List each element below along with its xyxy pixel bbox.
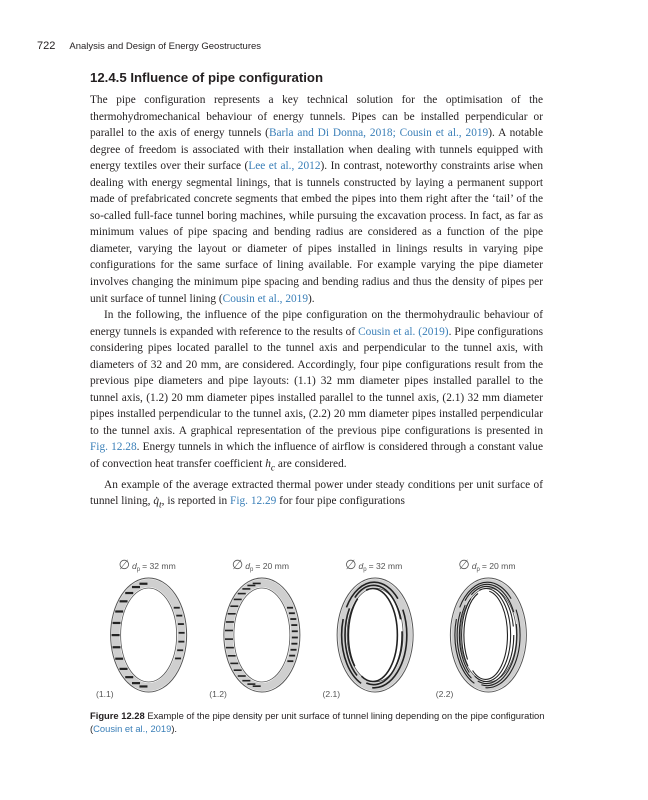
body-text <box>90 92 543 514</box>
paragraph-2-text-d: are considered. <box>275 458 347 471</box>
pipe <box>238 593 246 595</box>
pipe <box>230 663 238 665</box>
pipe <box>289 612 295 614</box>
pipe <box>139 583 147 585</box>
pipe <box>238 675 246 677</box>
pipe <box>226 621 234 623</box>
pipe <box>234 599 242 601</box>
citation-link-barla-cousin[interactable]: Barla and Di Donna, 2018; Cousin et al., 2019 <box>268 127 489 140</box>
pipe <box>291 643 297 645</box>
pipe <box>179 632 185 634</box>
paragraph-3 <box>90 477 543 514</box>
pipe <box>125 592 133 594</box>
pipe <box>230 605 238 607</box>
pipe <box>287 660 293 662</box>
pipe <box>132 682 140 684</box>
symbol-h-subscript: c <box>270 463 276 474</box>
symbol-q: q̇ <box>153 495 160 508</box>
figure-panel <box>436 557 527 699</box>
paragraph-3-text-c: for four pipe configurations <box>276 495 405 508</box>
pipe <box>292 637 298 639</box>
citation-link-cousin[interactable]: Cousin et al., 2019 <box>222 292 309 305</box>
figure-12-28 <box>90 548 543 706</box>
pipe-configuration-figure <box>90 548 543 706</box>
pipe <box>175 658 181 660</box>
caption-end: ). <box>171 722 178 734</box>
panel-label: (2.1) <box>322 689 341 699</box>
pipe <box>292 630 298 632</box>
lining-inner-edge <box>121 588 177 682</box>
figure-link-12-28[interactable]: Fig. 12.28 <box>90 441 137 454</box>
page-number: 722 <box>37 40 56 52</box>
paragraph-3-text-b: , is reported in <box>161 495 231 508</box>
pipe <box>253 685 261 687</box>
pipe <box>125 676 133 678</box>
pipe <box>226 647 234 649</box>
pipe <box>247 585 255 587</box>
pipe <box>253 583 261 585</box>
panel-label: (2.2) <box>435 689 454 699</box>
paragraph-1 <box>90 92 543 307</box>
pipe <box>228 613 236 615</box>
citation-link-cousin-2019[interactable]: Cousin et al. (2019) <box>358 325 449 338</box>
section-title: 12.4.5 Influence of pipe configuration <box>90 70 324 85</box>
pipe <box>287 607 293 609</box>
paragraph-1-text-b: ). A notable degree of freedom is associated with their installation when dealing with tunnels equipped with energy textiles over their surface ( <box>90 127 543 173</box>
caption-label: Figure 12.28 <box>90 710 145 721</box>
pipe <box>225 630 233 632</box>
panel-label: (1.1) <box>96 689 114 699</box>
diameter-label: ∅ $d_p = 32$ mm <box>118 557 176 573</box>
figure-caption <box>90 710 545 735</box>
figure-link-12-29[interactable]: Fig. 12.29 <box>230 495 277 508</box>
caption-citation-link[interactable]: Cousin et al., 2019 <box>93 722 172 734</box>
symbol-h: h <box>265 458 271 471</box>
pipe <box>290 649 296 651</box>
running-header <box>37 40 261 52</box>
pipe <box>115 658 123 660</box>
diameter-label: ∅ $d_p = 20$ mm <box>458 557 516 573</box>
pipe <box>289 655 295 657</box>
pipe <box>120 600 128 602</box>
pipe <box>178 641 184 643</box>
paragraph-2-text-a: In the following, the influence of the pipe configuration on the thermohydraulic behaviour of energy tunnels is expanded with reference to the results of <box>90 309 543 338</box>
pipe <box>242 680 250 682</box>
paragraph-2-text-c: . Energy tunnels in which the influence of airflow is considered through a constant value of convection heat transfer coefficient <box>90 441 543 471</box>
pipe <box>247 683 255 685</box>
citation-link-lee[interactable]: Lee et al., 2012 <box>248 160 321 173</box>
pipe <box>132 586 140 588</box>
figure-panel <box>323 557 414 699</box>
pipe <box>225 638 233 640</box>
pipe <box>113 646 121 648</box>
caption-text: Example of the pipe density per unit surface of tunnel lining depending on the pipe configuration ( <box>90 710 545 734</box>
paragraph-2 <box>90 307 543 477</box>
figure-panel <box>209 557 300 699</box>
pipe <box>242 588 250 590</box>
paragraph-1-text-d: ). <box>308 292 315 305</box>
pipe <box>178 623 184 625</box>
pipe <box>120 668 128 670</box>
pipe <box>177 649 183 651</box>
symbol-q-subscript: t <box>159 500 162 511</box>
paragraph-2-text-b: . Pipe configurations considering pipes located parallel to the tunnel axis and perpendicular to the tunnel axis, with diameters of 32 and 20 mm, are considered. Accordingly, four pipe configurations result from the previous pipe diameters and pipe layouts: (1.1) 32 mm diameter pipes installed parallel to the tunnel axis, (1.2) 20 mm diameter pipes installed parallel to the tunnel axis, (2.1) 32 mm diameter pipes installed perpendicular to the tunnel axis, (2.2) 20 mm diameter pipes installed perpendicular to the tunnel axis. A graphical representation of the previous pipe configurations is presented in <box>90 325 543 437</box>
pipe <box>112 634 120 636</box>
pipe <box>113 622 121 624</box>
pipe <box>115 610 123 612</box>
running-title: Analysis and Design of Energy Geostructures <box>69 41 262 52</box>
paragraph-1-text-a: The pipe configuration represents a key technical solution for the optimisation of the thermohydromechanical behaviour of energy tunnels. Pipes can be installed perpendicular or parallel to the axis of energy tunnels ( <box>90 94 543 140</box>
pipe <box>290 618 296 620</box>
panel-label: (1.2) <box>209 689 227 699</box>
lining-inner-edge <box>234 588 290 682</box>
pipe <box>228 655 236 657</box>
paragraph-3-text-a: An example of the average extracted thermal power under steady conditions per unit surface of tunnel lining, <box>90 478 543 508</box>
pipe <box>291 624 297 626</box>
figure-panel <box>96 557 187 699</box>
pipe <box>176 615 182 617</box>
diameter-label: ∅ $d_p = 20$ mm <box>231 557 289 573</box>
paragraph-1-text-c: ). In contrast, noteworthy constraints arise when dealing with energy segmental linings, that is tunnels constructed by laying a permanent support made of prefabricated concrete segments that embed the pipes into them right after the ‘tail’ of the so-called full-face tunnel boring machines, while pursuing the excavation process. In fact, as far as minimum values of pipe spacing and bending radius are considered as a function of the pipe diameter, varying the layout or diameter of pipes installed in linings results in varying pipe configurations for the same surface of lining available. For example varying the pipe diameter involves changing the minimum pipe spacing and bending radius and thus the density of pipes per unit surface of tunnel lining ( <box>90 160 543 305</box>
pipe <box>139 685 147 687</box>
diameter-label: ∅ $d_p = 32$ mm <box>345 557 403 573</box>
pipe <box>234 669 242 671</box>
pipe <box>174 607 180 609</box>
